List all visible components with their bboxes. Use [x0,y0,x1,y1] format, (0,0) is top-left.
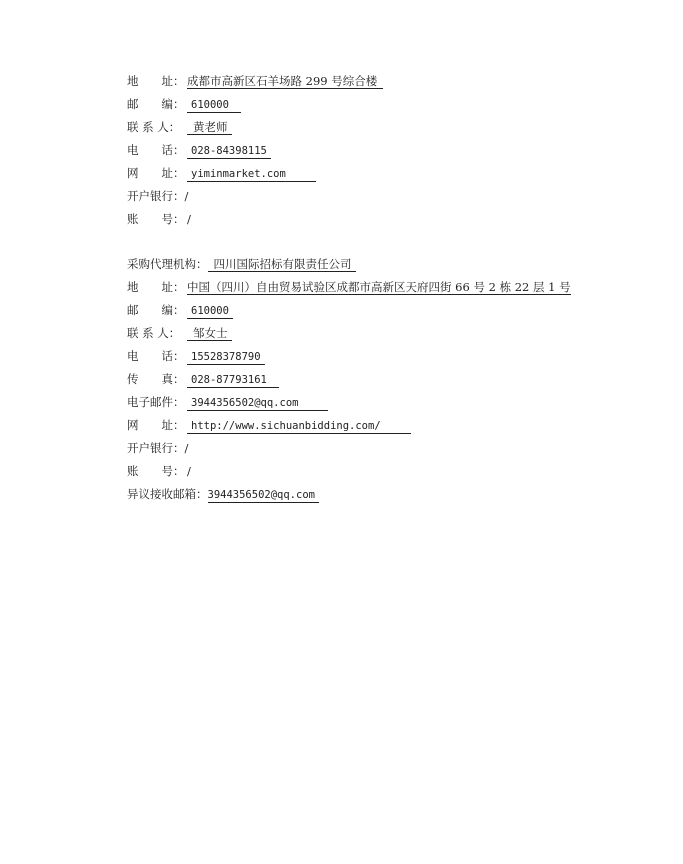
purchaser-account-value: / [187,212,191,226]
purchaser-website-value[interactable]: yiminmarket.com [187,168,316,182]
purchaser-account-row [127,212,191,226]
purchaser-address-value: 成都市高新区石羊场路 299 号综合楼 [187,75,383,89]
agency-postcode-value: 610000 [187,305,233,319]
agency-address-label: 地 址： [127,280,185,294]
purchaser-bank-label: 开户银行： [127,189,185,203]
agency-contact-value: 邹女士 [187,327,232,341]
agency-contact-row [127,326,232,341]
agency-name-label: 采购代理机构： [127,257,208,271]
purchaser-account-label: 账 号： [127,212,185,226]
agency-address-value: 中国（四川）自由贸易试验区成都市高新区天府四街 66 号 2 栋 22 层 1 号 [187,280,571,294]
agency-postcode-label: 邮 编： [127,303,185,317]
agency-email-row [127,395,328,411]
purchaser-website-label: 网 址： [127,166,185,180]
agency-contact-label: 联 系 人： [127,326,181,340]
purchaser-bank-row [127,189,188,203]
agency-email-label: 电子邮件： [127,395,185,409]
agency-address-row [127,280,571,295]
purchaser-contact-row [127,120,232,135]
agency-objection-email-label: 异议接收邮箱： [127,487,208,501]
agency-phone-row [127,349,265,365]
agency-bank-value: / [184,441,189,455]
agency-account-label: 账 号： [127,464,185,478]
purchaser-address-label: 地 址： [127,74,185,88]
agency-email-value[interactable]: 3944356502@qq.com [187,397,328,411]
purchaser-postcode-value: 610000 [187,99,241,113]
agency-website-row [127,418,411,434]
agency-objection-email-row [127,487,319,503]
purchaser-phone-label: 电 话： [127,143,185,157]
agency-website-label: 网 址： [127,418,185,432]
purchaser-contact-value: 黄老师 [187,121,232,135]
agency-account-value: / [187,464,191,478]
purchaser-postcode-row [127,97,241,113]
agency-postcode-row [127,303,233,319]
agency-bank-row [127,441,188,455]
agency-name-row [127,257,356,272]
agency-phone-label: 电 话： [127,349,185,363]
purchaser-phone-row [127,143,271,159]
purchaser-website-row [127,166,316,182]
purchaser-postcode-label: 邮 编： [127,97,185,111]
purchaser-address-row [127,74,383,89]
purchaser-contact-label: 联 系 人： [127,120,181,134]
purchaser-phone-value: 028-84398115 [187,145,271,159]
agency-objection-email-value[interactable]: 3944356502@qq.com [208,489,319,503]
agency-phone-value: 15528378790 [187,351,265,365]
agency-fax-row [127,372,279,388]
purchaser-bank-value: / [184,189,189,203]
agency-fax-value: 028-87793161 [187,374,279,388]
agency-website-value[interactable]: http://www.sichuanbidding.com/ [187,420,411,434]
agency-name-value: 四川国际招标有限责任公司 [208,258,356,272]
agency-bank-label: 开户银行： [127,441,185,455]
agency-account-row [127,464,191,478]
agency-fax-label: 传 真： [127,372,185,386]
